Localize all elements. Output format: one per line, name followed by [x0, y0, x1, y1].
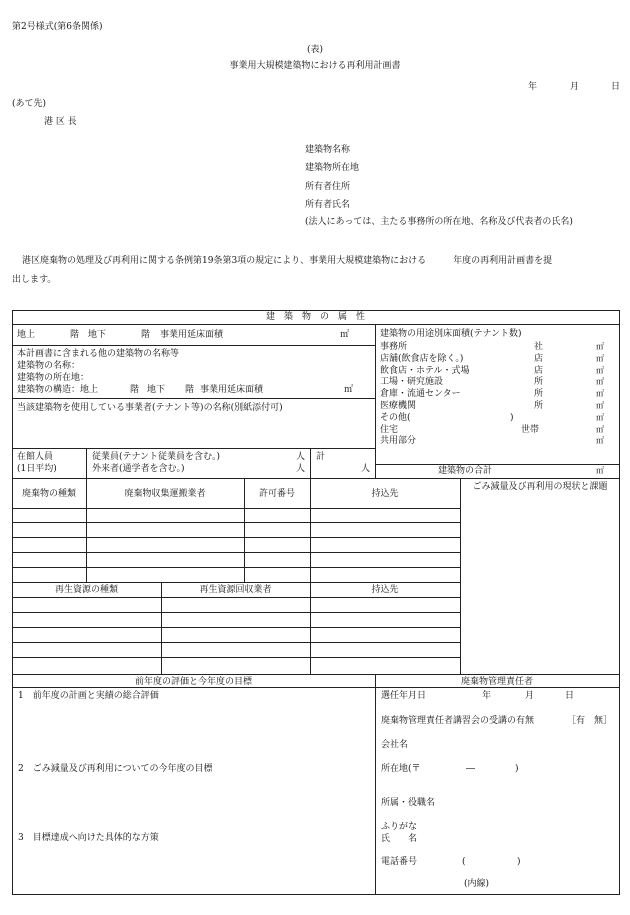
appointed-month: 月	[525, 691, 535, 701]
usage-row-unit: ㎡	[596, 342, 604, 351]
statement-line-1: 港区廃棄物の処理及び再利用に関する条例第19条第3項の規定により、事業用大規模建築物における 年度の再利用計画書を提	[22, 256, 553, 266]
floor-area-label: 事業用延床面積	[160, 330, 224, 340]
attr-other-divider	[12, 398, 375, 399]
other-building-area-unit: ㎡	[344, 385, 354, 395]
visitors-unit: 人	[296, 464, 306, 474]
waste-row-1	[12, 508, 460, 509]
usage-row-unit: ㎡	[596, 377, 604, 387]
manager-heading: 廃棄物管理責任者	[460, 677, 533, 687]
occupants-total-label: 計	[316, 452, 326, 462]
statement-line-2: 出します。	[12, 275, 57, 285]
usage-title: 建築物の用途別床面積(テナント数)	[380, 329, 522, 339]
waste-header-destination: 持込先	[371, 489, 399, 499]
usage-row-unit: ㎡	[596, 401, 604, 410]
date-day: 日	[611, 82, 621, 92]
occupants-divider-1	[86, 448, 87, 478]
usage-row-count: 店	[534, 365, 544, 376]
recycle-header-collector: 再生資源回収業者	[199, 585, 272, 595]
attributes-heading: 建 築 物 の 属 性	[265, 312, 365, 322]
visitors-label: 外来者(通学者を含む。)	[92, 464, 185, 474]
furigana-label: ふりがな	[381, 822, 418, 832]
occupants-label: 在館人員	[17, 452, 54, 462]
usage-row-unit: ㎡	[596, 412, 604, 422]
recycle-row-5	[12, 657, 460, 658]
other-building-floor1: 階	[130, 385, 140, 395]
employees-label: 従業員(テナント従業員を含む。)	[92, 452, 221, 462]
usage-row-label: 共用部分	[380, 436, 417, 447]
recycle-header-destination: 持込先	[371, 585, 399, 595]
owner-address-label: 所有者住所	[305, 182, 351, 192]
waste-row-6	[12, 582, 460, 583]
manager-address-dash: ―	[466, 764, 475, 774]
other-building-name: 建築物の名称：	[17, 361, 81, 371]
usage-row-count: 所	[534, 401, 544, 411]
floor-above-unit: 階	[70, 330, 80, 340]
usage-row-count: 社	[534, 342, 544, 352]
evaluation-heading: 前年度の評価と今年度の目標	[134, 677, 252, 687]
date-month: 月	[570, 82, 580, 92]
page-title: 事業用大規模建築物における再利用計画書	[229, 61, 401, 71]
phone-close: )	[517, 857, 521, 867]
attr-tenants-divider	[12, 448, 375, 449]
appointed-date-label: 選任年月日	[381, 691, 427, 701]
usage-total-unit: ㎡	[596, 466, 604, 475]
attr-floor-divider	[12, 345, 375, 346]
recycle-row-2	[12, 612, 460, 613]
usage-row-label: 倉庫・流通センター	[380, 389, 461, 400]
manager-name-label: 氏 名	[381, 834, 418, 844]
waste-header-collector: 廃棄物収集運搬業者	[124, 489, 206, 499]
recycle-bottom	[12, 674, 619, 675]
recycle-col-2	[310, 582, 311, 674]
employees-unit: 人	[296, 452, 306, 462]
training-options: ［有 無］	[567, 716, 613, 726]
form-number: 第2号様式(第6条関係)	[12, 22, 103, 32]
addressee-name: 港 区 長	[44, 117, 77, 127]
other-buildings-title: 本計画書に含まれる他の建築物の名称等	[17, 349, 180, 359]
date-year: 年	[528, 82, 538, 92]
table-border-bottom	[12, 894, 619, 895]
evaluation-item-1: 1 前年度の計画と実績の総合評価	[18, 691, 159, 701]
extension-label: (内線)	[464, 879, 490, 889]
other-building-area-label: 事業用延床面積	[200, 385, 264, 395]
other-building-structure: 建築物の構造：地上	[17, 385, 99, 395]
occupants-daily-avg: (1日平均)	[17, 464, 57, 474]
table-border-right	[619, 310, 620, 895]
other-building-location: 建築物の所在地：	[17, 373, 90, 383]
usage-total-divider	[375, 464, 619, 465]
usage-row-label: 医療機関	[380, 401, 417, 411]
attr-column-divider	[375, 324, 376, 478]
floor-below-label: 地下	[88, 330, 107, 340]
other-building-floor2: 階	[185, 385, 195, 395]
usage-row-unit: ㎡	[596, 365, 604, 375]
usage-row-label: 飲食店・ホテル・式場	[380, 365, 470, 376]
table-border-top	[12, 310, 619, 311]
building-address-label: 建築物所在地	[305, 163, 360, 173]
manager-address-label: 所在地(〒	[381, 764, 421, 774]
usage-row-label: その他(	[380, 412, 411, 423]
appointed-year: 年	[482, 691, 492, 701]
status-header: ごみ減量及び再利用の現状と課題	[472, 482, 608, 492]
attr-bottom-divider	[12, 478, 619, 479]
form-side: (表)	[306, 45, 324, 55]
recycle-row-3	[12, 627, 460, 628]
usage-row-count: 所	[534, 377, 544, 388]
training-label: 廃棄物管理責任者講習会の受講の有無	[381, 716, 535, 726]
floor-below-unit: 階	[141, 330, 151, 340]
tenants-note: 当該建築物を使用している事業者(テナント等)の名称(別紙添付可)	[17, 403, 283, 413]
waste-row-2	[12, 522, 460, 523]
evaluation-item-3: 3 目標達成へ向けた具体的な方策	[18, 833, 159, 843]
occupants-total-unit: 人	[361, 464, 371, 474]
dept-label: 所属・役職名	[381, 798, 436, 808]
recycle-col-1	[161, 582, 162, 674]
recycle-header-type: 再生資源の種類	[54, 585, 118, 595]
usage-row-unit: ㎡	[596, 436, 604, 446]
recycle-row-4	[12, 642, 460, 643]
waste-row-5	[12, 567, 460, 568]
usage-row-label: 住宅	[380, 424, 399, 435]
company-label: 会社名	[381, 740, 409, 750]
waste-header-type: 廃棄物の種類	[21, 489, 76, 499]
waste-header-permit: 許可番号	[258, 489, 295, 499]
manager-address-close: )	[515, 764, 519, 774]
usage-row-label: 工場・研究施設	[380, 377, 444, 388]
appointed-day: 日	[565, 691, 575, 701]
attr-heading-divider	[12, 324, 619, 325]
other-building-below: 地下	[147, 385, 166, 395]
usage-row-label: 店舗(飲食店を除く。)	[380, 353, 464, 364]
usage-row-count: 所	[534, 389, 544, 400]
usage-row-unit: ㎡	[596, 424, 604, 434]
usage-row-count: 世帯	[521, 424, 540, 435]
owner-name-label: 所有者氏名	[305, 200, 351, 210]
usage-row-count: )	[510, 412, 514, 423]
usage-row-unit: ㎡	[596, 353, 604, 363]
waste-row-3	[12, 537, 460, 538]
usage-row-count: 店	[534, 353, 544, 364]
usage-row-unit: ㎡	[596, 389, 604, 399]
phone-open: (	[462, 857, 466, 867]
evaluation-item-2: 2 ごみ減量及び再利用についての今年度の目標	[18, 764, 213, 774]
waste-row-4	[12, 552, 460, 553]
eval-manager-divider	[375, 674, 376, 894]
recycle-row-1	[12, 597, 460, 598]
addressee-label: (あて先)	[12, 99, 47, 109]
phone-label: 電話番号	[381, 857, 418, 867]
status-column-divider	[460, 478, 461, 674]
floor-area-unit: ㎡	[340, 330, 350, 340]
floor-above-label: 地上	[17, 330, 36, 340]
occupants-divider-2	[310, 448, 311, 478]
usage-row-label: 事務所	[380, 342, 408, 352]
building-name-label: 建築物名称	[305, 145, 351, 155]
corporation-note: (法人にあっては、主たる事務所の所在地、名称及び代表者の氏名)	[305, 217, 573, 227]
usage-total-label: 建築物の合計	[437, 466, 492, 476]
